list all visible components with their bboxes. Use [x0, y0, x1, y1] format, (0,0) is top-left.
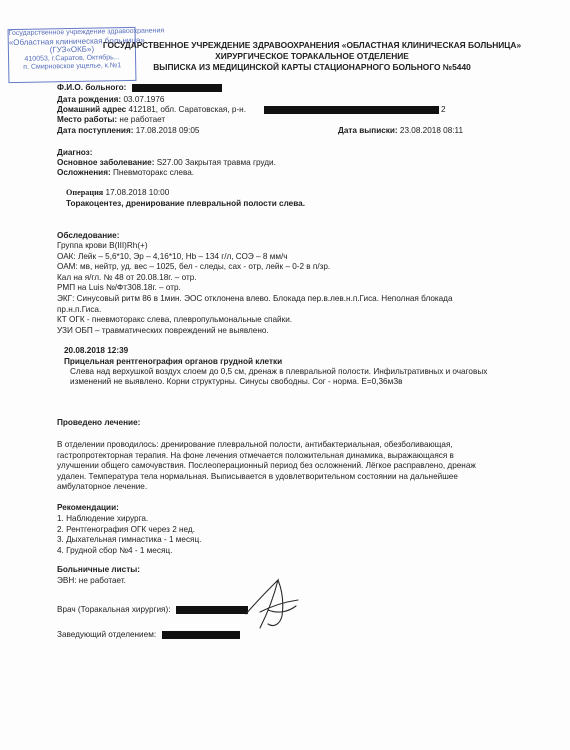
recommendation-item: 2. Рентгенография ОГК через 2 нед.	[57, 524, 195, 534]
exam-list	[57, 241, 497, 336]
doctor-label: Врач (Торакальная хирургия):	[57, 605, 171, 614]
exam-line: РМП на Luis №/ФтЗ08.18г. – отр.	[57, 283, 181, 293]
head-label: Заведующий отделением:	[57, 630, 157, 639]
treatment-heading: Проведено лечение:	[57, 418, 141, 427]
work-label: Место работы:	[57, 115, 118, 124]
treatment-line: улучшении общего самочувствия. Послеоперационный период без осложнений. Лёгкое расправлено, дренаж	[57, 461, 476, 471]
recommendations-list	[57, 514, 497, 556]
work-row	[57, 115, 165, 125]
doctor-signature	[238, 572, 308, 634]
sick-leave-heading: Больничные листы:	[57, 565, 140, 574]
exam-line: ОАМ: мв, нейтр, уд. вес – 1025, бел - следы, сах - отр, лейк – 0-2 в п/зр.	[57, 262, 331, 272]
dob-row	[57, 95, 164, 105]
main-disease-value: S27.00 Закрытая травма груди.	[156, 158, 276, 167]
address-label: Домашний адрес	[57, 105, 127, 114]
xray-date: 20.08.2018 12:39	[64, 346, 129, 355]
treatment-line: удален. Температура тела нормальная. Выписывается в удовлетворительном состоянии на дальнейшее	[57, 471, 458, 481]
discharge-value: 23.08.2018 08:11	[399, 126, 464, 135]
redacted-head	[162, 631, 240, 639]
xray-line: изменений не выявлено. Корни структурны. Синусы свободны. Сог - норма. E=0,36мЗв	[70, 377, 403, 386]
exam-line: УЗИ ОБП – травматических повреждений не выявлено.	[57, 325, 269, 335]
stamp-line: Государственное учреждение здравоохранения	[8, 27, 165, 38]
xray-title: Прицельная рентгенография органов грудной клетки	[64, 357, 283, 366]
address-row	[57, 105, 246, 115]
document-title: ВЫПИСКА ИЗ МЕДИЦИНСКОЙ КАРТЫ СТАЦИОНАРНОГО БОЛЬНОГО №5440	[153, 62, 471, 72]
exam-line: КТ ОГК - пневмоторакс слева, плевропульмональные спайки.	[57, 315, 293, 325]
department-name: ХИРУРГИЧЕСКОЕ ТОРАКАЛЬНОЕ ОТДЕЛЕНИЕ	[215, 51, 409, 61]
operation-label: Операция	[66, 188, 104, 197]
complications-row	[57, 168, 194, 178]
operation-name: Торакоцентез, дренирование плевральной полости слева.	[66, 199, 305, 208]
exam-heading: Обследование:	[57, 231, 120, 240]
redacted-address	[264, 106, 439, 114]
recommendation-item: 3. Дыхательная гимнастика - 1 месяц.	[57, 535, 202, 545]
dob-label: Дата рождения:	[57, 95, 122, 104]
work-value: не работает	[119, 115, 166, 124]
patient-name-label: Ф.И.О. больного:	[57, 83, 127, 92]
treatment-line: гастропротекторная терапия. На фоне лечения отмечается положительная динамика, выражающаяся в	[57, 450, 454, 460]
main-disease-label: Основное заболевание:	[57, 158, 155, 167]
stamp-line: п. Смирновское ущелье, к.№1	[23, 62, 122, 72]
complications-label: Осложнения:	[57, 168, 111, 177]
complications-value: Пневмоторакс слева.	[112, 168, 195, 177]
exam-line: Группа крови B(III)Rh(+)	[57, 241, 148, 250]
xray-line: Слева над верхушкой воздух слоем до 0,5 см, дренаж в плевральной полости. Инфильтративных и очаговых	[70, 367, 488, 376]
recommendations-heading: Рекомендации:	[57, 503, 119, 512]
operation-datetime: 17.08.2018 10:00	[105, 188, 170, 197]
redacted-name	[132, 84, 222, 92]
main-disease-row	[57, 158, 276, 168]
stamp-line: «Областная клиническая больница»	[8, 35, 145, 47]
stamp-line: 410053, г.Саратов, Октябрь...	[24, 53, 120, 63]
exam-line: пр.н.п.Гиса.	[57, 304, 102, 314]
recommendation-item: 1. Наблюдение хирурга.	[57, 514, 149, 523]
address-value: 412181, обл. Саратовская, р-н.	[128, 105, 246, 114]
admission-label: Дата поступления:	[57, 126, 134, 135]
operation-row	[66, 188, 169, 198]
diagnosis-heading: Диагноз:	[57, 148, 93, 157]
stamp-line: (ГУЗ«ОКБ»)	[49, 44, 95, 55]
treatment-text	[57, 440, 497, 493]
org-name: ГОСУДАРСТВЕННОЕ УЧРЕЖДЕНИЕ ЗДРАВООХРАНЕНИЯ «ОБЛАСТНАЯ КЛИНИЧЕСКАЯ БОЛЬНИЦА»	[102, 40, 522, 50]
exam-line: ЭКГ: Синусовый ритм 86 в 1мин. ЭОС отклонена влево. Блокада пер.в.лев.н.п.Гиса. Неполная блокада	[57, 293, 453, 303]
exam-line: ОАК: Лейк – 5,6*10, Эр – 4,16*10, Hb – 134 г/л, СОЭ – 8 мм/ч	[57, 251, 288, 261]
admission-row	[57, 126, 200, 136]
treatment-line: амбулаторное лечение.	[57, 482, 148, 492]
address-tail: 2	[441, 105, 446, 114]
admission-value: 17.08.2018 09:05	[135, 126, 200, 135]
treatment-line: В отделении проводилось: дренирование плевральной полости, антибактериальная, обезболивающая,	[57, 440, 453, 449]
discharge-label: Дата выписки:	[338, 126, 398, 135]
exam-line: Кал на я/гл. № 48 от 20.08.18г. – отр.	[57, 272, 197, 282]
recommendation-item: 4. Грудной сбор №4 - 1 месяц.	[57, 545, 173, 555]
discharge-row	[338, 126, 463, 136]
dob-value: 03.07.1976	[123, 95, 165, 104]
sick-leave-text: ЭВН: не работает.	[57, 576, 126, 585]
